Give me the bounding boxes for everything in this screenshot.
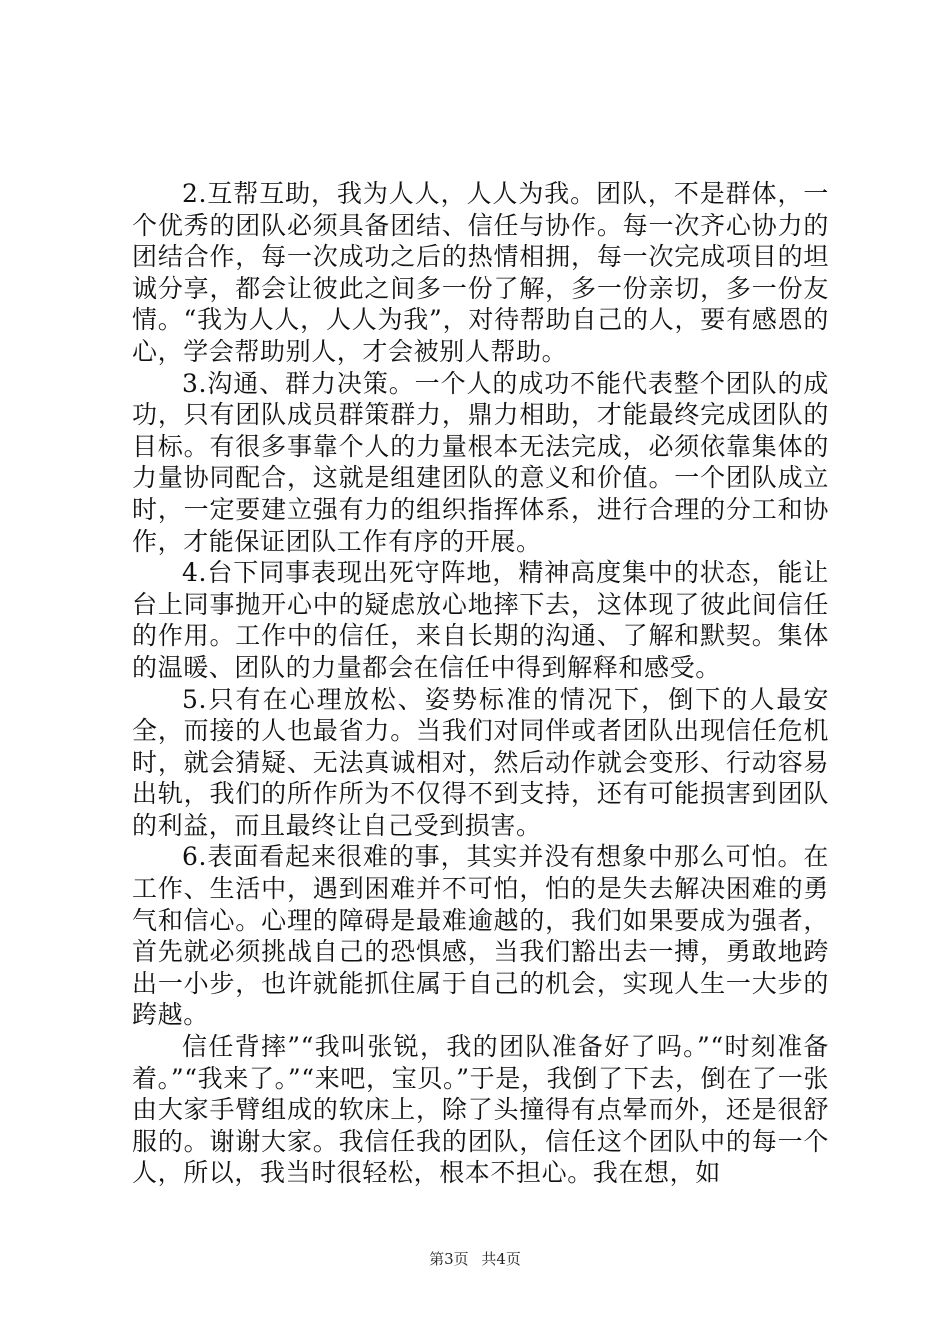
paragraph-5: 5.只有在心理放松、姿势标准的情况下，倒下的人最安全，而接的人也最省力。当我们对同伴或者团队出现信任危机时，就会猜疑、无法真诚相对，然后动作就会变形、行动容易出轨，我们的所作所为不仅得不到支持，还有可能损害到团队的利益，而且最终让自己受到损害。 — [132, 684, 829, 840]
paragraph-6: 6.表面看起来很难的事，其实并没有想象中那么可怕。在工作、生活中，遇到困难并不可怕，怕的是失去解决困难的勇气和信心。心理的障碍是最难逾越的，我们如果要成为强者，首先就必须挑战自己的恐惧感，当我们豁出去一搏，勇敢地跨出一小步，也许就能抓住属于自己的机会，实现人生一大步的跨越。 — [132, 842, 829, 1030]
page-footer — [0, 1249, 950, 1269]
document-body — [132, 178, 829, 1189]
page-number: 第3页 — [429, 1250, 469, 1268]
paragraph-trust-fall: 信任背摔”“我叫张锐，我的团队准备好了吗。”“时刻准备着。”“我来了。”“来吧，宝贝。”于是，我倒了下去，倒在了一张由大家手臂组成的软床上，除了头撞得有点晕而外，还是很舒服的。谢谢大家。我信任我的团队，信任这个团队中的每一个人，所以，我当时很轻松，根本不担心。我在想，如 — [132, 1032, 829, 1188]
paragraph-3: 3.沟通、群力决策。一个人的成功不能代表整个团队的成功，只有团队成员群策群力，鼎力相助，才能最终完成团队的目标。有很多事靠个人的力量根本无法完成，必须依靠集体的力量协同配合，这就是组建团队的意义和价值。一个团队成立时，一定要建立强有力的组织指挥体系，进行合理的分工和协作，才能保证团队工作有序的开展。 — [132, 368, 829, 556]
paragraph-4: 4.台下同事表现出死守阵地，精神高度集中的状态，能让台上同事抛开心中的疑虑放心地摔下去，这体现了彼此间信任的作用。工作中的信任，来自长期的沟通、了解和默契。集体的温暖、团队的力量都会在信任中得到解释和感受。 — [132, 558, 829, 682]
page-total: 共4页 — [481, 1250, 521, 1268]
paragraph-2: 2.互帮互助，我为人人，人人为我。团队，不是群体，一个优秀的团队必须具备团结、信任与协作。每一次齐心协力的团结合作，每一次成功之后的热情相拥，每一次完成项目的坦诚分享，都会让彼此之间多一份了解，多一份亲切，多一份友情。“我为人人，人人为我”，对待帮助自己的人，要有感恩的心，学会帮助别人，才会被别人帮助。 — [132, 179, 829, 366]
